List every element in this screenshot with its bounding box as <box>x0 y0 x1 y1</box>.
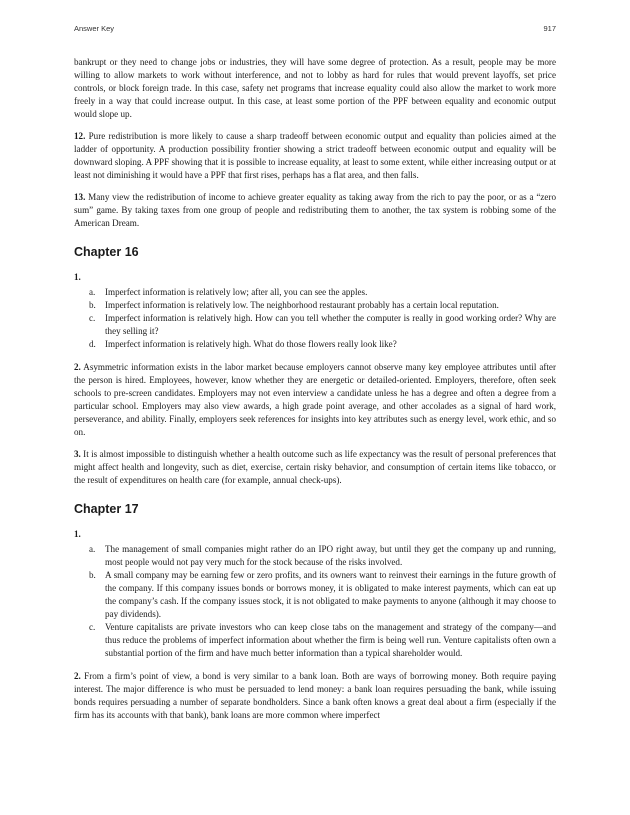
item-letter: b. <box>89 300 96 310</box>
item-text: A small company may be earning few or zero profits, and its owners want to reinvest their earnings in the future growth of the company. If this company issues bonds or borrows money, it is obligated to make interest payments, which can eat up the company’s cash. If the company issues stock, it is not obligated to make payments to anyone (although it may choose to pay dividends). <box>105 570 556 619</box>
running-head: Answer Key <box>74 24 115 33</box>
list-item <box>74 312 556 338</box>
answer-text: Pure redistribution is more likely to cause a sharp tradeoff between economic output and equality than policies aimed at the ladder of opportunity. A production possibility frontier showing a strict tradeoff between economic output and equality will be downward sloping. A PPF showing that it is possible to increase equality, at least to some extent, while either increasing output or at least not diminishing it would have a PPF that first rises, perhaps has a flat area, and then falls. <box>74 131 556 180</box>
answer-number: 3. <box>74 449 81 459</box>
answer-number: 12. <box>74 131 86 141</box>
item-text: Imperfect information is relatively high. What do those flowers really look like? <box>105 339 397 349</box>
list-item <box>74 338 556 351</box>
ch17-answer-2 <box>74 670 556 722</box>
item-letter: c. <box>89 313 96 323</box>
list-item <box>74 286 556 299</box>
answer-number: 2. <box>74 671 81 681</box>
ch17-answer-1-list <box>74 543 556 660</box>
list-item <box>74 543 556 569</box>
answer-text: Asymmetric information exists in the labor market because employers cannot observe many key employee attributes until after the person is hired. Employees, however, know whether they are energetic or detailed-oriented. Employers, therefore, often seek schools to pre-screen candidates. Employers may not even interview a candidate unless he has a degree and often a degree from a particular school. Employers may also view awards, a high grade point average, and other accolades as a signal of hard work, perseverance, and ability. Finally, employers seek references for insights into key attributes such as energy level, work ethic, and so on. <box>74 362 556 437</box>
item-letter: d. <box>89 339 96 349</box>
list-item <box>74 569 556 621</box>
page-number: 917 <box>543 24 556 33</box>
item-text: The management of small companies might rather do an IPO right away, but until they get the company up and running, most people would not pay very much for the stock because of the risks involved. <box>105 544 556 567</box>
intro-paragraph: bankrupt or they need to change jobs or industries, they will have some degree of protection. As a result, people may be more willing to allow markets to work without interference, and not to lobby as hard for rules that would prevent layoffs, set price controls, or block foreign trade. In this case, safety net programs that increase equality could also allow the market to work more freely in a way that could increase output. In this case, at least some portion of the PPF between equality and economic output would slope up. <box>74 57 556 119</box>
page-content <box>74 56 556 731</box>
chapter-17-heading: Chapter 17 <box>74 502 139 516</box>
ch16-answer-3 <box>74 448 556 487</box>
ch17-answer-1-number: 1. <box>74 529 81 539</box>
ch16-answer-1-list <box>74 286 556 351</box>
answer-13 <box>74 191 556 230</box>
answer-number: 2. <box>74 362 81 372</box>
item-text: Venture capitalists are private investors who can keep close tabs on the management and strategy of the company—and thus reduce the problems of imperfect information about whether the firm is being well run. Venture capitalists often own a substantial portion of the firm and have much better information than a typical shareholder would. <box>105 622 556 658</box>
item-letter: a. <box>89 544 96 554</box>
answer-text: It is almost impossible to distinguish whether a health outcome such as life expectancy was the result of personal preferences that might affect health and longevity, such as diet, exercise, certain risky behavior, and consumption of certain items like tobacco, or the result of expenditures on health care (for example, annual check-ups). <box>74 449 556 485</box>
answer-number: 13. <box>74 192 86 202</box>
item-letter: b. <box>89 570 96 580</box>
ch16-answer-2 <box>74 361 556 439</box>
item-text: Imperfect information is relatively high. How can you tell whether the computer is really in good working order? Why are they selling it? <box>105 313 556 336</box>
item-letter: c. <box>89 622 96 632</box>
item-text: Imperfect information is relatively low; after all, you can see the apples. <box>105 287 368 297</box>
ch16-answer-1-number: 1. <box>74 272 81 282</box>
list-item <box>74 299 556 312</box>
item-text: Imperfect information is relatively low. The neighborhood restaurant probably has a certain local reputation. <box>105 300 499 310</box>
list-item <box>74 621 556 660</box>
answer-12 <box>74 130 556 182</box>
item-letter: a. <box>89 287 96 297</box>
answer-text: Many view the redistribution of income to achieve greater equality as taking away from the rich to pay the poor, or as a “zero sum” game. By taking taxes from one group of people and redistributing them to another, the tax system is robbing some of the American Dream. <box>74 192 556 228</box>
chapter-16-heading: Chapter 16 <box>74 245 139 259</box>
answer-text: From a firm’s point of view, a bond is very similar to a bank loan. Both are ways of borrowing money. Both require paying interest. The major difference is who must be persuaded to lend money: a bank loan requires persuading the bank, while issuing bonds requires persuading a number of separate bondholders. Since a bank often knows a great deal about a firm (especially if the firm has its accounts with that bank), bank loans are more common where imperfect <box>74 671 556 720</box>
